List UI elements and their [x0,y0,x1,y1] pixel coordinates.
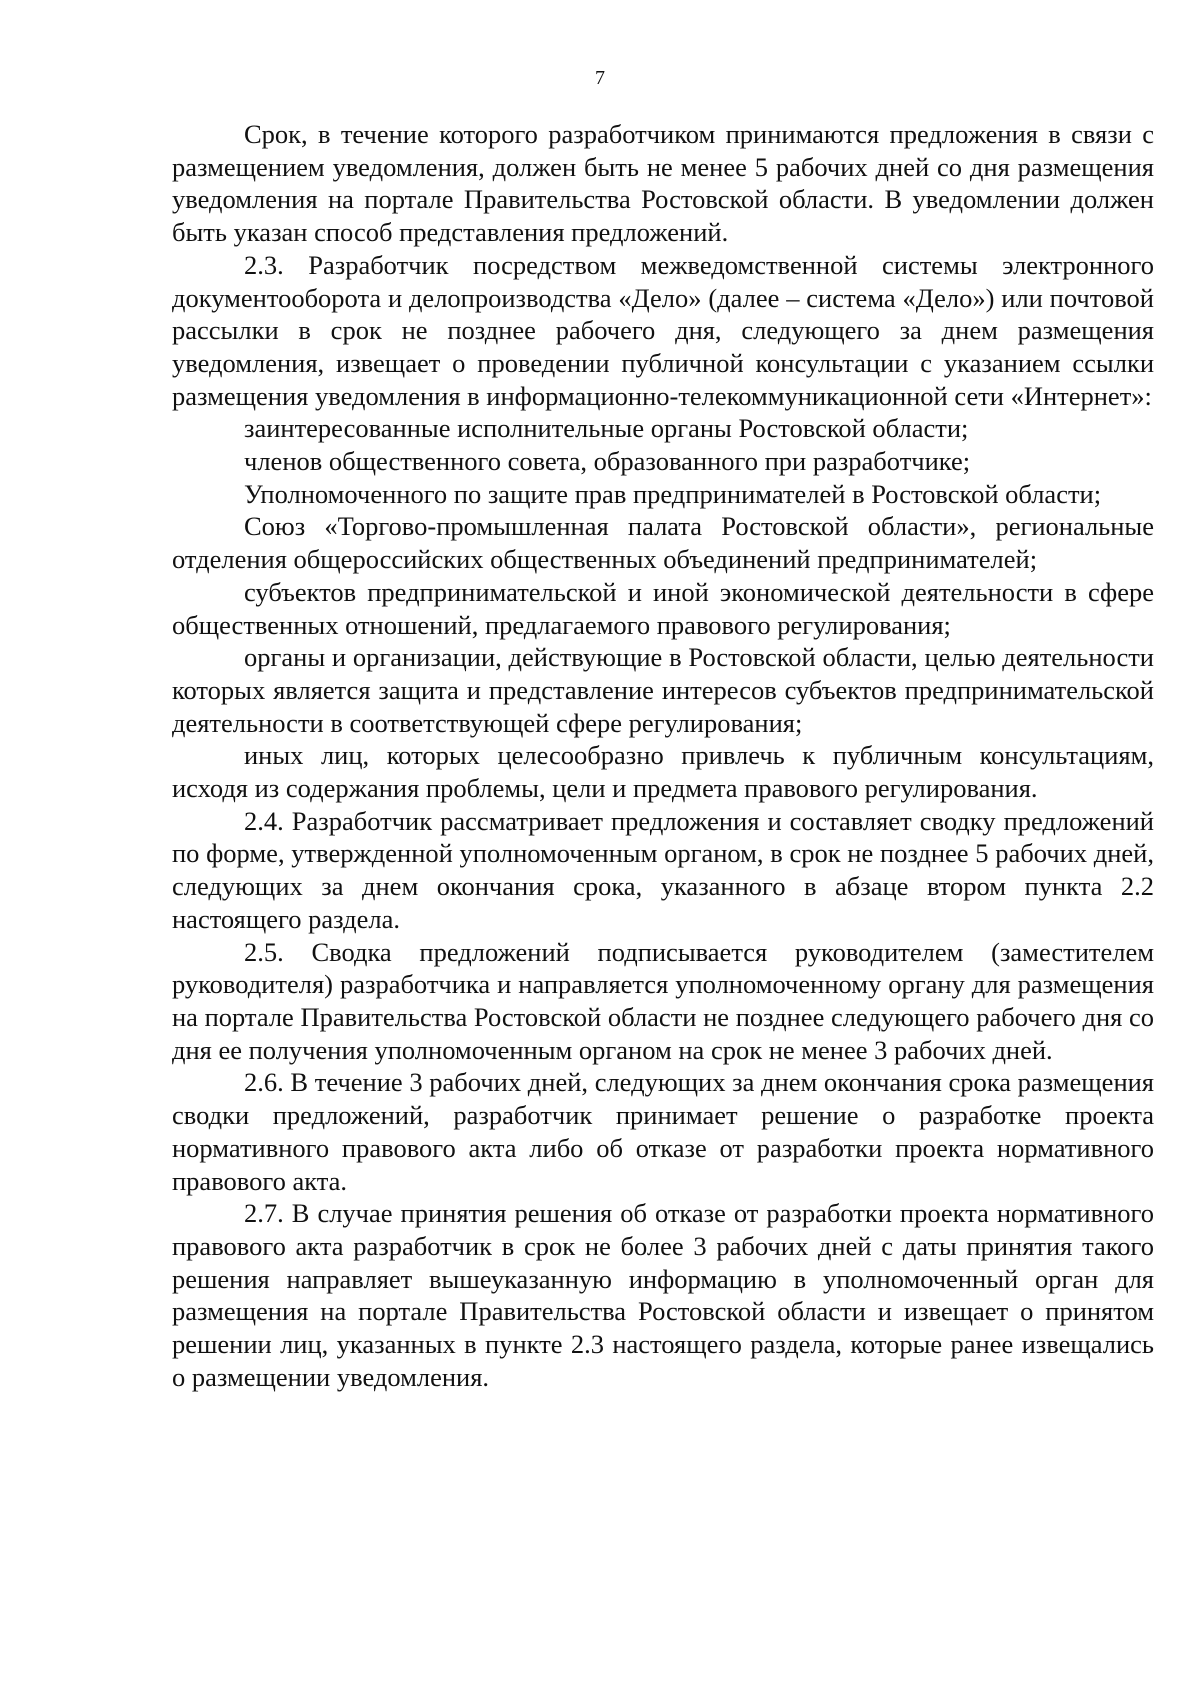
paragraph-2-7: 2.7. В случае принятия решения об отказе от разработки проекта нормативного правового акта разработчик в срок не более 3 рабочих дней с даты принятия такого решения направляет вышеуказанную информацию в уполномоченный орган для размещения на портале Правительства Ростовской области и извещает о принятом решении лиц, указанных в пункте 2.3 настоящего раздела, которые ранее извещались о размещении уведомления. [172,1198,1154,1392]
list-item-executive-bodies: заинтересованные исполнительные органы Ростовской области; [244,413,969,444]
list-item-business-entities: субъектов предпринимательской и иной экономической деятельности в сфере общественных отношений, предлагаемого правового регулирования; [172,576,1154,640]
paragraph-2-4: 2.4. Разработчик рассматривает предложения и составляет сводку предложений по форме, утвержденной уполномоченным органом, в срок не позднее 5 рабочих дней, следующих за днем окончания срока, указанного в абзаце втором пункта 2.2 настоящего раздела. [172,805,1154,934]
list-item-other-persons: иных лиц, которых целесообразно привлечь к публичным консультациям, исходя из содержания проблемы, цели и предмета правового регулирования. [172,740,1154,804]
paragraph-2-3: 2.3. Разработчик посредством межведомственной системы электронного документооборота и делопроизводства «Дело» (далее – система «Дело») или почтовой рассылки в срок не позднее рабочего дня, следующего за днем размещения уведомления, извещает о проведении публичной консультации с указанием ссылки размещения уведомления в информационно-телекоммуникационной сети «Интернет»: [172,249,1154,411]
list-item-public-council: членов общественного совета, образованного при разработчике; [244,446,971,477]
paragraph-submission-period: Срок, в течение которого разработчиком принимаются предложения в связи с размещением уведомления, должен быть не менее 5 рабочих дней со дня размещения уведомления на портале Правительства Ростовской области. В уведомлении должен быть указан способ представления предложений. [172,119,1154,248]
list-item-chamber-of-commerce: Союз «Торгово-промышленная палата Ростовской области», региональные отделения общероссийских общественных объединений предпринимателей; [172,511,1154,575]
page-number: 7 [595,67,605,89]
list-item-ombudsman: Уполномоченного по защите прав предпринимателей в Ростовской области; [244,478,1102,509]
paragraph-2-5: 2.5. Сводка предложений подписывается руководителем (заместителем руководителя) разработчика и направляется уполномоченному органу для размещения на портале Правительства Ростовской области не позднее следующего рабочего дня со дня ее получения уполномоченным органом на срок не менее 3 рабочих дней. [172,936,1154,1065]
document-body [172,118,1154,1393]
paragraph-2-6: 2.6. В течение 3 рабочих дней, следующих за днем окончания срока размещения сводки предложений, разработчик принимает решение о разработке проекта нормативного правового акта либо об отказе от разработки проекта нормативного правового акта. [172,1067,1154,1196]
list-item-organizations: органы и организации, действующие в Ростовской области, целью деятельности которых является защита и представление интересов субъектов предпринимательской деятельности в соответствующей сфере регулирования; [172,642,1154,738]
